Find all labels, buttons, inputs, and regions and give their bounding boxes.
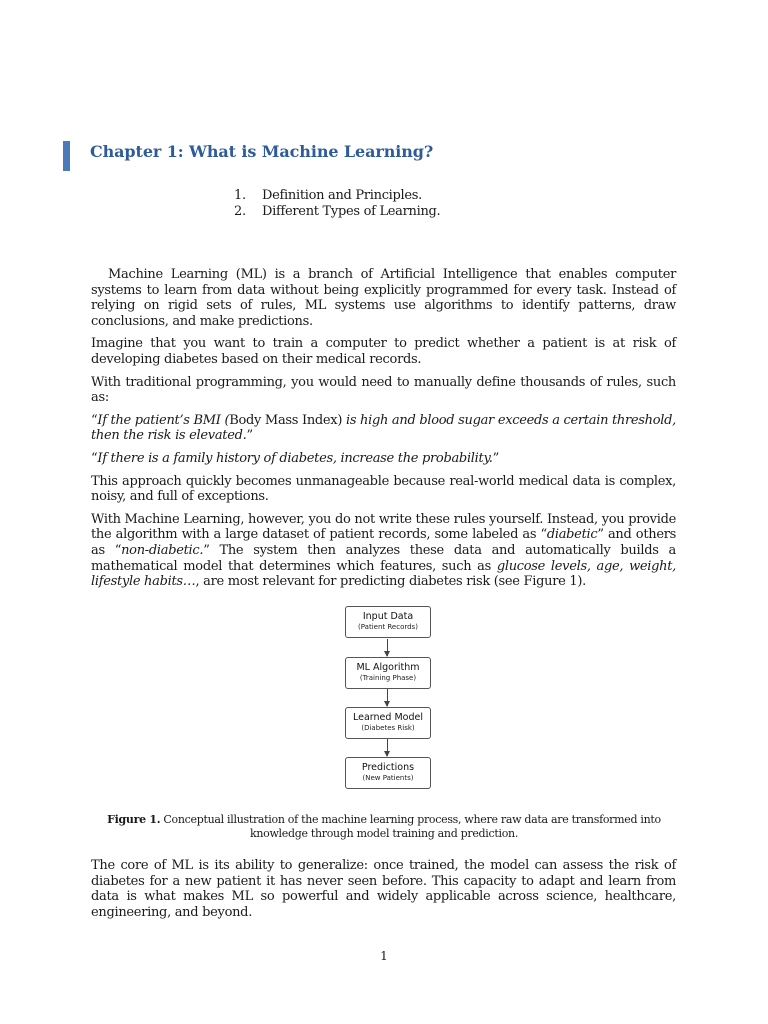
paragraph-intro: Machine Learning (ML) is a branch of Artificial Intelligence that enables computer systems to learn from data without being explicitly programmed for every task. Instead of relying on rigid sets of rules, ML systems use algorithms to identify patterns, draw conclusions, and make predictions.: [91, 267, 676, 329]
page-number: 1: [380, 949, 388, 963]
paragraph-generalize: The core of ML is its ability to generalize: once trained, the model can assess the risk of diabetes for a new patient it has never seen before. This capacity to adapt and learn from data is what makes ML so powerful and widely applicable across science, healthcare, engineering, and beyond.: [91, 858, 676, 920]
flow-arrow: [387, 689, 388, 706]
list-item: 1. Definition and Principles.: [234, 188, 423, 203]
ml-algorithm-box: ML Algorithm (Training Phase): [345, 657, 431, 689]
chapter-outline: [234, 188, 440, 219]
rule-quote-1: “If the patient’s BMI (Body Mass Index) is high and blood sugar exceeds a certain threshold, then the risk is elevated.”: [91, 412, 676, 444]
chapter-accent-bar: [63, 141, 70, 171]
paragraph-traditional: With traditional programming, you would need to manually define thousands of rules, such as:: [91, 374, 676, 406]
predictions-box: Predictions (New Patients): [345, 757, 431, 789]
rule-quote-2: “If there is a family history of diabetes, increase the probability.”: [91, 450, 499, 466]
paragraph-unmanageable: This approach quickly becomes unmanageable because real-world medical data is complex, noisy, and full of exceptions.: [91, 473, 676, 505]
body-text: [91, 267, 676, 597]
figure-caption: Figure 1. Conceptual illustration of the machine learning process, where raw data are transformed into knowledge through model training and prediction.: [107, 813, 661, 840]
list-item: 2. Different Types of Learning.: [234, 203, 441, 219]
chapter-title: Chapter 1: What is Machine Learning?: [90, 142, 434, 161]
paragraph-ml-approach: With Machine Learning, however, you do not write these rules yourself. Instead, you provide the algorithm with a large dataset of patient records, some labeled as “diabetic” and others as “non-diabetic.” The system then analyzes these data and automatically builds a mathematical model that determines which features, such as glucose levels, age, weight, lifestyle habits…, are most relevant for predicting diabetes risk (see Figure 1).: [91, 511, 676, 590]
learned-model-box: Learned Model (Diabetes Risk): [345, 707, 431, 739]
paragraph-example: Imagine that you want to train a computer to predict whether a patient is at risk of developing diabetes based on their medical records.: [91, 336, 676, 367]
ml-process-diagram: [316, 601, 456, 791]
input-data-box: Input Data (Patient Records): [345, 606, 431, 638]
conclusion-text: [91, 858, 676, 920]
flow-arrow: [387, 639, 388, 656]
flow-arrow: [387, 739, 388, 756]
